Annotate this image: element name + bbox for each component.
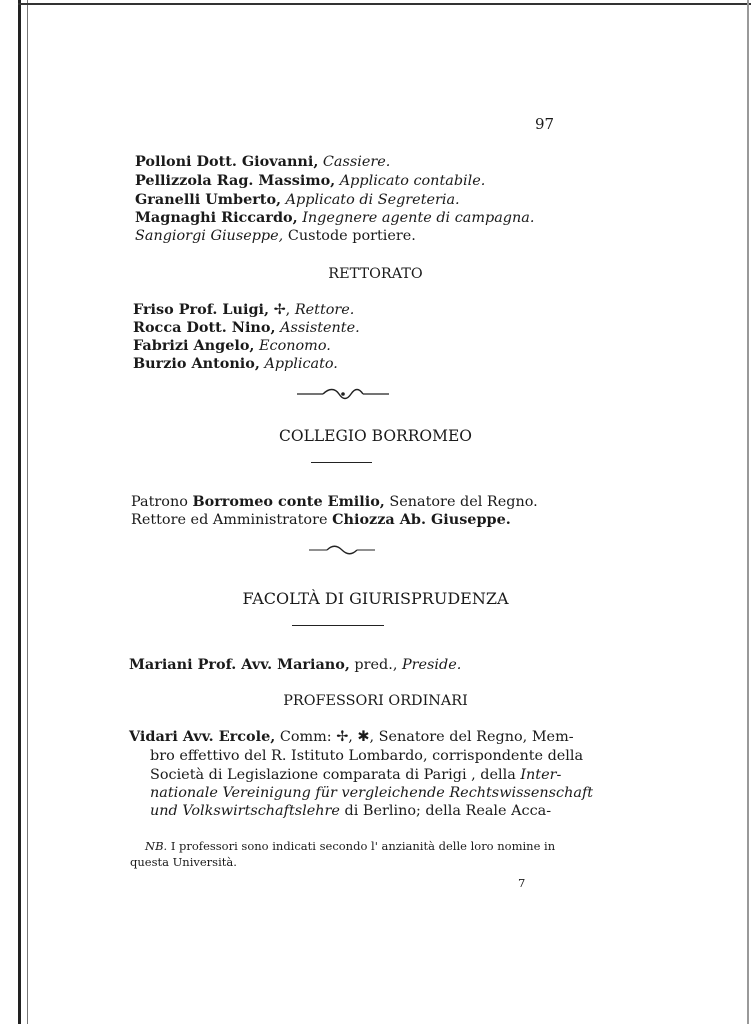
subheading-professori: PROFESSORI ORDINARI	[283, 693, 468, 709]
binding-edge	[18, 0, 21, 1024]
staff-line: Granelli Umberto, Applicato di Segreteria.	[135, 191, 460, 208]
heading-rule	[311, 462, 372, 463]
ornament-divider-small	[307, 544, 377, 556]
rettorato-line: Friso Prof. Luigi, ✢, Rettore.	[133, 301, 355, 318]
collegio-rettore: Rettore ed Amministratore Chiozza Ab. Giuseppe.	[131, 511, 511, 528]
footnote-line: NB. I professori sono indicati secondo l' anzianità delle loro nomine in	[145, 839, 556, 853]
staff-line: Sangiorgi Giuseppe, Custode portiere.	[135, 228, 416, 244]
right-edge	[747, 0, 749, 1024]
rettorato-line: Burzio Antonio, Applicato.	[133, 355, 338, 372]
staff-line: Pellizzola Rag. Massimo, Applicato contabile.	[135, 172, 486, 189]
ornament-divider	[295, 387, 391, 401]
footnote-line: questa Università.	[130, 855, 237, 869]
signature-mark: 7	[518, 876, 526, 890]
heading-rule	[292, 625, 384, 626]
section-heading-facolta: FACOLTÀ DI GIURISPRUDENZA	[242, 589, 509, 608]
top-border	[18, 3, 751, 5]
section-heading-collegio: COLLEGIO BORROMEO	[279, 427, 472, 445]
rettorato-line: Fabrizi Angelo, Economo.	[133, 337, 331, 354]
staff-line: Magnaghi Riccardo, Ingegnere agente di campagna.	[135, 209, 535, 226]
entry-line: nationale Vereinigung für vergleichende Rechtswissenschaft	[150, 785, 594, 801]
preside-line: Mariani Prof. Avv. Mariano, pred., Preside.	[129, 656, 462, 673]
page-number: 97	[535, 115, 555, 133]
entry-line: Vidari Avv. Ercole, Comm: ✢, ✱, Senatore del Regno, Mem-	[129, 728, 574, 745]
section-heading-rettorato: RETTORATO	[328, 266, 423, 282]
binding-edge-inner	[27, 0, 28, 1024]
staff-line: Polloni Dott. Giovanni, Cassiere.	[135, 153, 391, 170]
entry-line: bro effettivo del R. Istituto Lombardo, corrispondente della	[150, 748, 584, 764]
collegio-patrono: Patrono Borromeo conte Emilio, Senatore del Regno.	[131, 493, 538, 510]
entry-line: Società di Legislazione comparata di Parigi , della Inter-	[150, 767, 562, 783]
rettorato-line: Rocca Dott. Nino, Assistente.	[133, 319, 360, 336]
entry-line: und Volkswirtschaftslehre di Berlino; della Reale Acca-	[150, 803, 552, 819]
